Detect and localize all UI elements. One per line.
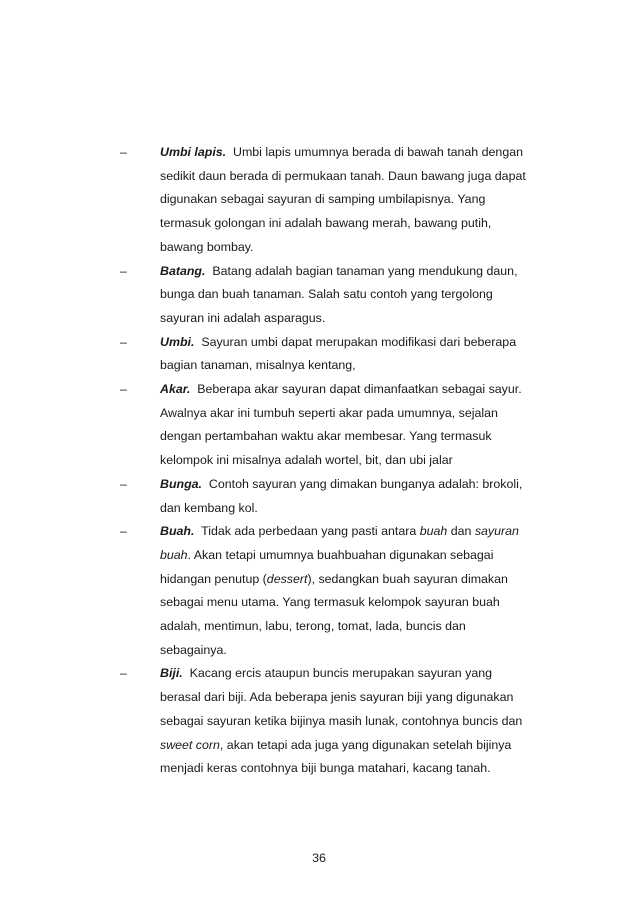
text-line <box>160 378 560 402</box>
list-item-biji <box>120 662 560 781</box>
text-line: dengan pertambahan waktu akar membesar. Yang termasuk <box>160 429 492 444</box>
text-line <box>160 662 560 686</box>
list-item-batang <box>120 260 560 331</box>
text-line: menjadi keras contohnya biji bunga matahari, kacang tanah. <box>160 761 491 776</box>
text-line: bunga dan buah tanaman. Salah satu contoh yang tergolong <box>160 287 493 302</box>
italic-term: buah <box>160 547 188 562</box>
text-line: kelompok ini misalnya adalah wortel, bit, dan ubi jalar <box>160 453 453 468</box>
list-item-buah <box>120 520 560 662</box>
item-text: Contoh sayuran yang dimakan bunganya adalah: brokoli, <box>208 476 523 491</box>
item-term: Buah. <box>160 524 195 539</box>
vegetable-type-list <box>120 141 560 781</box>
text-line: dan kembang kol. <box>160 500 258 515</box>
text-line: berasal dari biji. Ada beberapa jenis sayuran biji yang digunakan <box>160 690 514 705</box>
text-line: bawang bombay. <box>160 239 254 254</box>
bullet-dash: – <box>120 263 127 278</box>
italic-term: dessert <box>266 571 308 586</box>
text-line <box>160 260 560 284</box>
item-text: , akan tetapi ada juga yang digunakan setelah bijinya <box>219 737 512 752</box>
item-term: Bunga. <box>160 476 202 491</box>
item-text: Umbi lapis umumnya berada di bawah tanah dengan <box>233 145 523 159</box>
item-text: . Akan tetapi umumnya buahbuahan digunakan sebagai <box>187 547 494 562</box>
list-item-akar <box>120 378 560 473</box>
text-line <box>160 331 560 355</box>
bullet-dash: – <box>120 145 127 159</box>
text-line: termasuk golongan ini adalah bawang merah, bawang putih, <box>160 216 492 231</box>
item-term: Batang. <box>160 263 206 278</box>
item-text: Sayuran umbi dapat merupakan modifikasi dari beberapa <box>201 334 517 349</box>
italic-term: sayuran <box>474 524 519 539</box>
text-line: sebagainya. <box>160 642 227 657</box>
list-item-umbi-lapis <box>120 141 560 260</box>
item-term: Biji. <box>160 666 183 681</box>
text-line <box>160 734 560 758</box>
text-line <box>160 568 560 592</box>
item-text: Beberapa akar sayuran dapat dimanfaatkan sebagai sayur. <box>197 382 522 397</box>
item-text: Kacang ercis ataupun buncis merupakan sayuran yang <box>189 666 492 681</box>
list-item-umbi <box>120 331 560 378</box>
text-line: sebagai sayuran ketika bijinya masih lunak, contohnya buncis dan <box>160 713 523 728</box>
bullet-dash: – <box>120 476 127 491</box>
text-line <box>160 520 560 544</box>
text-line: sedikit daun berada di permukaan tanah. Daun bawang juga dapat <box>160 168 526 183</box>
text-line: digunakan sebagai sayuran di samping umbilapisnya. Yang <box>160 192 486 207</box>
bullet-dash: – <box>120 334 127 349</box>
text-line <box>160 473 560 497</box>
italic-term: buah <box>419 524 448 539</box>
item-text: ), sedangkan buah sayuran dimakan <box>307 571 508 586</box>
item-term: Umbi. <box>160 334 195 349</box>
text-line: adalah, mentimun, labu, terong, tomat, lada, buncis dan <box>160 619 466 634</box>
text-line <box>160 141 560 165</box>
item-term: Akar. <box>160 382 191 397</box>
page-number: 36 <box>312 851 326 865</box>
text-line: sayuran ini adalah asparagus. <box>160 310 326 325</box>
text-line: bagian tanaman, misalnya kentang, <box>160 358 356 373</box>
item-text: Tidak ada perbedaan yang pasti antara <box>201 524 420 539</box>
item-term: Umbi lapis. <box>160 145 227 159</box>
bullet-dash: – <box>120 666 127 681</box>
bullet-dash: – <box>120 524 127 539</box>
item-text: Batang adalah bagian tanaman yang mendukung daun, <box>212 263 518 278</box>
list-item-bunga <box>120 473 560 520</box>
text-line: sebagai menu utama. Yang termasuk kelompok sayuran buah <box>160 595 500 610</box>
bullet-dash: – <box>120 382 127 397</box>
item-text: hidangan penutup ( <box>160 571 267 586</box>
italic-term: sweet corn <box>160 737 220 752</box>
text-line: Awalnya akar ini tumbuh seperti akar pada umumnya, sejalan <box>160 405 498 420</box>
item-text: dan <box>447 524 475 539</box>
text-line <box>160 544 560 568</box>
